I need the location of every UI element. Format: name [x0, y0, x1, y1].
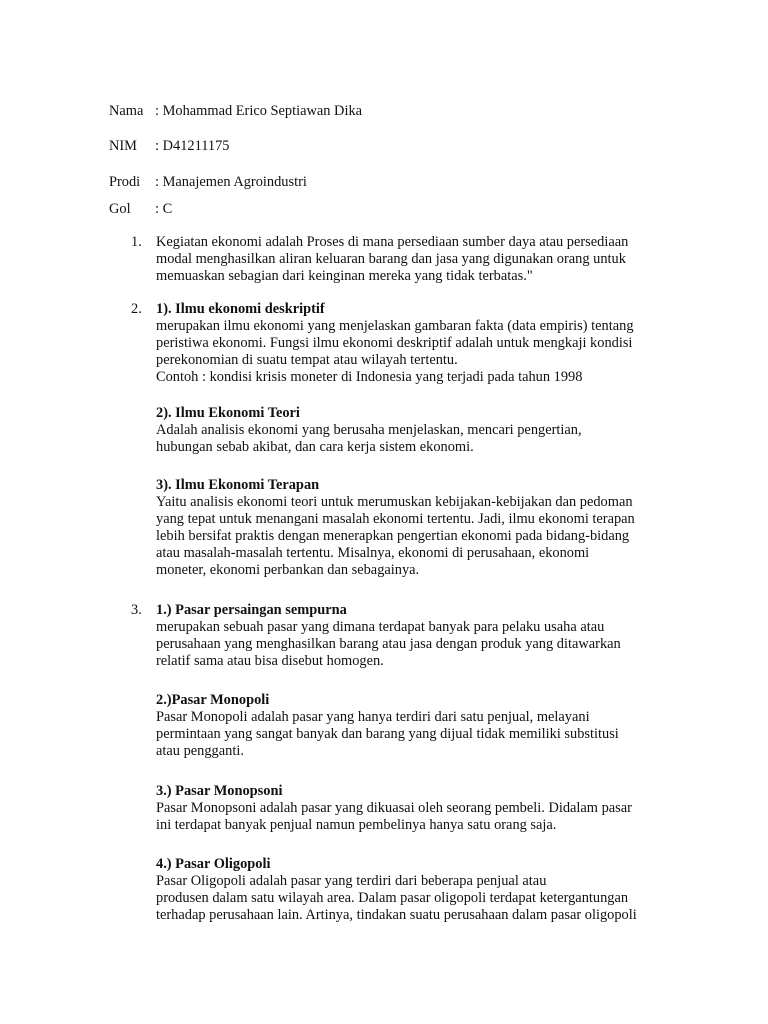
student-gol: C	[162, 201, 173, 217]
answer-line: permintaan yang sangat banyak dan barang yang dijual tidak memiliki substitusi	[156, 726, 619, 742]
answer-line: peristiwa ekonomi. Fungsi ilmu ekonomi deskriptif adalah untuk mengkaji kondisi	[156, 335, 633, 351]
answer-line: modal menghasilkan aliran keluaran barang dan jasa yang digunakan orang untuk	[156, 251, 626, 267]
answer-line: memuaskan sebagian dari keinginan mereka yang tidak terbatas."	[156, 268, 533, 284]
answer-line: lebih bersifat praktis dengan menerapkan pengertian ekonomi pada bidang-bidang	[156, 528, 630, 544]
section-title: 1.) Pasar persaingan sempurna	[156, 602, 347, 618]
answer-line: merupakan ilmu ekonomi yang menjelaskan gambaran fakta (data empiris) tentang	[156, 318, 634, 334]
answer-line: Contoh : kondisi krisis moneter di Indonesia yang terjadi pada tahun 1998	[156, 369, 583, 385]
answer-3-section-4	[156, 856, 696, 924]
answer-line: Yaitu analisis ekonomi teori untuk merumuskan kebijakan-kebijakan dan pedoman	[156, 494, 633, 510]
header-label: NIM	[109, 138, 137, 154]
answer-line: produsen dalam satu wilayah area. Dalam pasar oligopoli terdapat ketergantungan	[156, 890, 629, 906]
answer-3-section-1	[156, 602, 696, 670]
answer-line: Pasar Monopoli adalah pasar yang hanya terdiri dari satu penjual, melayani	[156, 709, 590, 725]
student-name: Mohammad Erico Septiawan Dika	[162, 103, 363, 119]
answer-line: Pasar Oligopoli adalah pasar yang terdiri dari beberapa penjual atau	[156, 873, 547, 889]
answer-2-section-3	[156, 477, 696, 579]
section-title: 3.) Pasar Monopsoni	[156, 783, 283, 799]
answer-line: ini terdapat banyak penjual namun pembelinya hanya satu orang saja.	[156, 817, 557, 833]
answer-line: atau pengganti.	[156, 743, 244, 759]
answer-2-section-1	[156, 301, 696, 386]
section-title: 2.)Pasar Monopoli	[156, 692, 270, 708]
list-number: 3.	[131, 602, 142, 618]
list-number: 2.	[131, 301, 142, 317]
header-value	[155, 137, 230, 155]
section-title: 1). Ilmu ekonomi deskriptif	[156, 301, 325, 317]
answer-line: yang tepat untuk menangani masalah ekonomi tertentu. Jadi, ilmu ekonomi terapan	[156, 511, 635, 527]
header-label: Gol	[109, 201, 131, 217]
answer-line: Kegiatan ekonomi adalah Proses di mana persediaan sumber daya atau persediaan	[156, 234, 629, 250]
header-value	[155, 102, 362, 120]
header-value	[155, 173, 307, 191]
answer-3-section-3	[156, 783, 696, 834]
header-value	[155, 200, 172, 218]
answer-line: merupakan sebuah pasar yang dimana terdapat banyak para pelaku usaha atau	[156, 619, 605, 635]
section-title: 3). Ilmu Ekonomi Terapan	[156, 477, 320, 493]
answer-line: Pasar Monopsoni adalah pasar yang dikuasai oleh seorang pembeli. Didalam pasar	[156, 800, 632, 816]
answer-line: Adalah analisis ekonomi yang berusaha menjelaskan, mencari pengertian,	[156, 422, 582, 438]
answer-1	[156, 234, 696, 285]
answer-line: perekonomian di suatu tempat atau wilayah tertentu.	[156, 352, 458, 368]
student-nim: D41211175	[162, 138, 230, 154]
answer-line: hubungan sebab akibat, dan cara kerja sistem ekonomi.	[156, 439, 474, 455]
section-title: 4.) Pasar Oligopoli	[156, 856, 271, 872]
answer-line: perusahaan yang menghasilkan barang atau jasa dengan produk yang ditawarkan	[156, 636, 621, 652]
header-label: Nama	[109, 103, 144, 119]
header-separator: :	[155, 174, 163, 190]
student-prodi: Manajemen Agroindustri	[162, 174, 307, 190]
answer-line: atau masalah-masalah tertentu. Misalnya, ekonomi di perusahaan, ekonomi	[156, 545, 590, 561]
answer-line: moneter, ekonomi perbankan dan sebagainya.	[156, 562, 420, 578]
list-number: 1.	[131, 234, 142, 250]
header-separator: :	[155, 138, 163, 154]
answer-2-section-2	[156, 405, 696, 456]
section-title: 2). Ilmu Ekonomi Teori	[156, 405, 300, 421]
header-separator: :	[155, 103, 163, 119]
header-label: Prodi	[109, 174, 141, 190]
header-separator: :	[155, 201, 163, 217]
answer-line: terhadap perusahaan lain. Artinya, tindakan suatu perusahaan dalam pasar oligopoli	[156, 907, 637, 923]
answer-3-section-2	[156, 692, 696, 760]
answer-line: relatif sama atau bisa disebut homogen.	[156, 653, 384, 669]
